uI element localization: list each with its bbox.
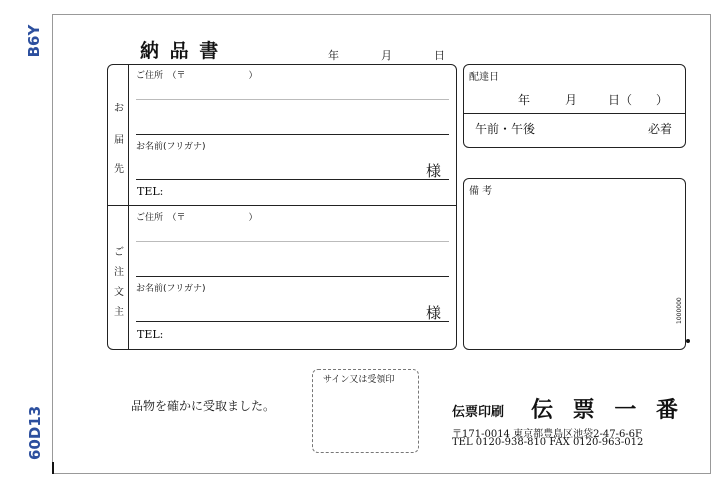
delivery-date-label: 配達日 (469, 72, 499, 83)
footer-contact: TEL 0120-938-810 FAX 0120-963-012 (452, 437, 644, 448)
side-column-divider-bottom (128, 206, 129, 349)
section-divider (107, 205, 457, 206)
receipt-text: 品物を確かに受取ました。 (131, 399, 276, 413)
recipient-side-char-3: 先 (114, 164, 124, 175)
delivery-day-label: 日（ ） (608, 93, 669, 107)
remarks-box[interactable] (463, 178, 686, 350)
orderer-name-line[interactable] (136, 321, 449, 322)
orderer-side-char-4: 主 (114, 307, 124, 318)
recipient-honorific: 様 (426, 162, 442, 180)
orderer-name-label: お名前(フリガナ) (136, 284, 206, 294)
delivery-year-label: 年 (518, 93, 531, 107)
orderer-side-char-1: ご (114, 247, 124, 258)
side-column-divider-top (128, 64, 129, 205)
recipient-address-line-1[interactable] (136, 99, 449, 100)
orderer-side-char-2: 注 (114, 267, 124, 278)
remarks-label: 備 考 (469, 186, 493, 197)
delivery-ampm[interactable]: 午前・午後 (475, 122, 536, 136)
recipient-tel-label: TEL: (137, 185, 164, 198)
recipient-orderer-box (107, 64, 457, 350)
footer-address: 〒171-0014 東京都豊島区池袋2-47-6-6F (452, 429, 642, 440)
orderer-honorific: 様 (426, 304, 442, 322)
document-title: 納 品 書 (140, 40, 221, 62)
orderer-address-line-2[interactable] (136, 276, 449, 277)
brand-large: 伝 票 一 番 (531, 397, 684, 423)
remarks-side-code: 1000000 (676, 297, 683, 324)
date-month-label: 月 (381, 49, 392, 62)
brand-small: 伝票印刷 (452, 405, 505, 420)
delivery-required: 必着 (648, 122, 673, 136)
recipient-name-line[interactable] (136, 179, 449, 180)
delivery-divider (463, 113, 686, 114)
remarks-dot (686, 339, 690, 343)
sign-label: サイン又は受領印 (323, 375, 395, 385)
date-day-label: 日 (434, 49, 445, 62)
recipient-address-line-2[interactable] (136, 134, 449, 135)
margin-tick (52, 462, 54, 474)
recipient-side-char-1: お (114, 103, 124, 114)
bottom-margin-code: 60D13 (26, 405, 44, 460)
recipient-side-char-2: 届 (114, 135, 124, 146)
orderer-tel-label: TEL: (137, 328, 164, 341)
orderer-side-char-3: 文 (114, 287, 124, 298)
orderer-address-line-1[interactable] (136, 241, 449, 242)
top-margin-code: B6Y (25, 24, 43, 58)
date-year-label: 年 (328, 49, 339, 62)
delivery-month-label: 月 (565, 93, 578, 107)
orderer-address-label: ご住所 （〒 ） (136, 213, 258, 223)
recipient-name-label: お名前(フリガナ) (136, 142, 206, 152)
recipient-address-label: ご住所 （〒 ） (136, 71, 258, 81)
